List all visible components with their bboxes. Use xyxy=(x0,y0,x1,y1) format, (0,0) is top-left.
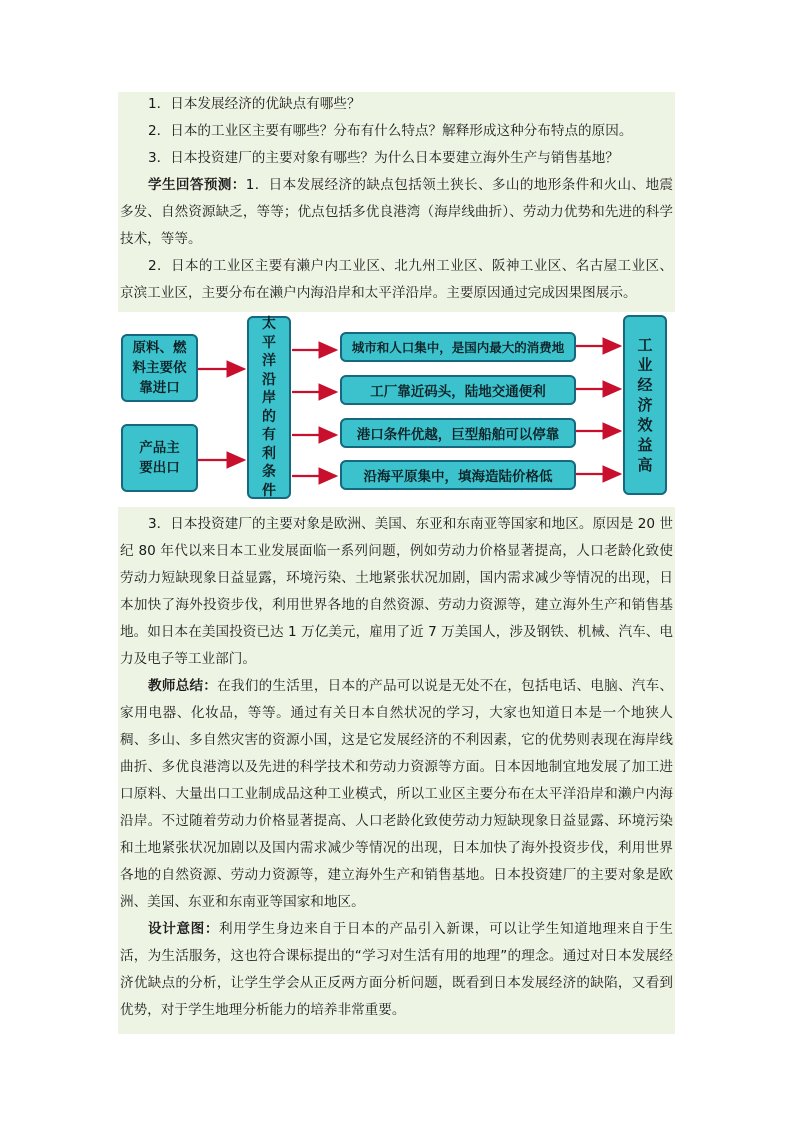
design-intent-label: 设计意图： xyxy=(148,921,220,937)
middle-char: 沿 xyxy=(262,371,276,388)
prediction-answer-2: 2．日本的工业区主要有濑户内工业区、北九州工业区、阪神工业区、名古屋工业区、京滨工业区，主要分布在濑户内海沿岸和太平洋沿岸。主要原因通过完成因果图展示。 xyxy=(120,258,673,301)
import-materials-box xyxy=(121,334,198,402)
teacher-summary-label: 教师总结： xyxy=(148,678,218,694)
condition-transport xyxy=(340,375,576,405)
condition-label: 工厂靠近码头，陆地交通便利 xyxy=(370,384,546,400)
condition-label: 港口条件优越，巨型船舶可以停靠 xyxy=(356,427,560,443)
prediction-label: 学生回答预测： xyxy=(148,177,246,193)
middle-char: 利 xyxy=(262,445,276,462)
result-char: 工 xyxy=(637,336,653,354)
prediction-answer-3: 3．日本投资建厂的主要对象是欧洲、美国、东亚和东南亚等国家和地区。原因是 20 世纪 80 年代以来日本工业发展面临一系列问题，例如劳动力价格显著提高，人口老龄化致使劳动力短缺现象日益显露，环境污染、土地紧张状况加剧，国内需求减少等情况的出现，日本加快了海外投资步伐，利用世界各地的自然资源、劳动力资源等，建立海外生产和销售基地。如日本在美国投资已达 1 万亿美元，雇用了近 7 万美国人，涉及钢铁、机械、汽车、电力及电子等工业部门。 xyxy=(120,516,673,667)
result-char: 济 xyxy=(637,396,653,414)
export-products-label: 产品主要出口 xyxy=(139,440,180,476)
prediction-answer-1 xyxy=(118,172,675,253)
condition-label: 沿海平原集中，填海造陆价格低 xyxy=(363,469,553,485)
lesson-content xyxy=(118,92,675,1034)
result-char: 益 xyxy=(637,436,653,454)
teacher-summary-text: 在我们的生活里，日本的产品可以说是无处不在，包括电话、电脑、汽车、家用电器、化妆品，等等。通过有关日本自然状况的学习，大家也知道日本是一个地狭人稠、多山、多自然灾害的资源小国，这是它发展经济的不利因素，它的优势则表现在海岸线曲折、多优良港湾以及先进的科学技术和劳动力资源等方面。日本因地制宜地发展了加工进口原料、大量出口工业制成品这种工业模式，所以工业区主要分布在太平洋沿岸和濑户内海沿岸。不过随着劳动力价格显著提高、人口老龄化致使劳动力短缺现象日益显露、环境污染和土地紧张状况加剧以及国内需求减少等情况的出现，日本加快了海外投资步伐，利用世界各地的自然资源、劳动力资源等，建立海外生产和销售基地。日本投资建厂的主要对象是欧洲、美国、东亚和东南亚等国家和地区。 xyxy=(120,678,673,910)
middle-char: 的 xyxy=(262,408,276,425)
question-3: 3．日本投资建厂的主要对象有哪些？为什么日本要建立海外生产与销售基地？ xyxy=(148,150,619,166)
cause-effect-diagram xyxy=(118,312,675,507)
export-products-box xyxy=(121,424,198,492)
condition-consumer-market xyxy=(340,332,576,362)
middle-char: 条 xyxy=(262,464,276,480)
import-materials-label: 原料、燃料主要依靠进口 xyxy=(132,340,187,396)
design-intent-text: 利用学生身边来自于日本的产品引入新课，可以让学生知道地理来自于生活，为生活服务，这也符合课标提出的“学习对生活有用的地理”的理念。通过对日本发展经济优缺点的分析，让学生学会从正反两方面分析问题，既看到日本发展经济的缺陷，又看到优势，对于学生地理分析能力的培养非常重要。 xyxy=(120,921,674,1018)
condition-plains xyxy=(340,460,576,490)
middle-char: 岸 xyxy=(262,390,276,406)
design-intent xyxy=(118,916,675,1024)
middle-char: 件 xyxy=(262,482,276,499)
result-char: 高 xyxy=(637,456,653,474)
prediction-text-1: 1．日本发展经济的缺点包括领土狭长、多山的地形条件和火山、地震多发、自然资源缺乏，等等；优点包括多优良港湾（海岸线曲折）、劳动力优势和先进的科学技术，等等。 xyxy=(120,177,673,247)
middle-char: 平 xyxy=(262,334,276,351)
condition-harbor xyxy=(340,418,576,448)
middle-char: 洋 xyxy=(262,353,276,369)
result-char: 业 xyxy=(637,356,653,374)
middle-char: 太 xyxy=(262,316,276,332)
result-char: 效 xyxy=(637,416,653,434)
question-1: 1．日本发展经济的优缺点有哪些？ xyxy=(148,96,361,112)
result-char: 经 xyxy=(637,376,653,394)
middle-char: 有 xyxy=(262,427,276,443)
question-2: 2．日本的工业区主要有哪些？分布有什么特点？解释形成这种分布特点的原因。 xyxy=(148,123,633,139)
pacific-coast-advantages-box xyxy=(247,316,291,499)
condition-label: 城市和人口集中，是国内最大的消费地 xyxy=(351,340,565,355)
teacher-summary xyxy=(118,673,675,916)
industrial-efficiency-box xyxy=(623,315,667,495)
